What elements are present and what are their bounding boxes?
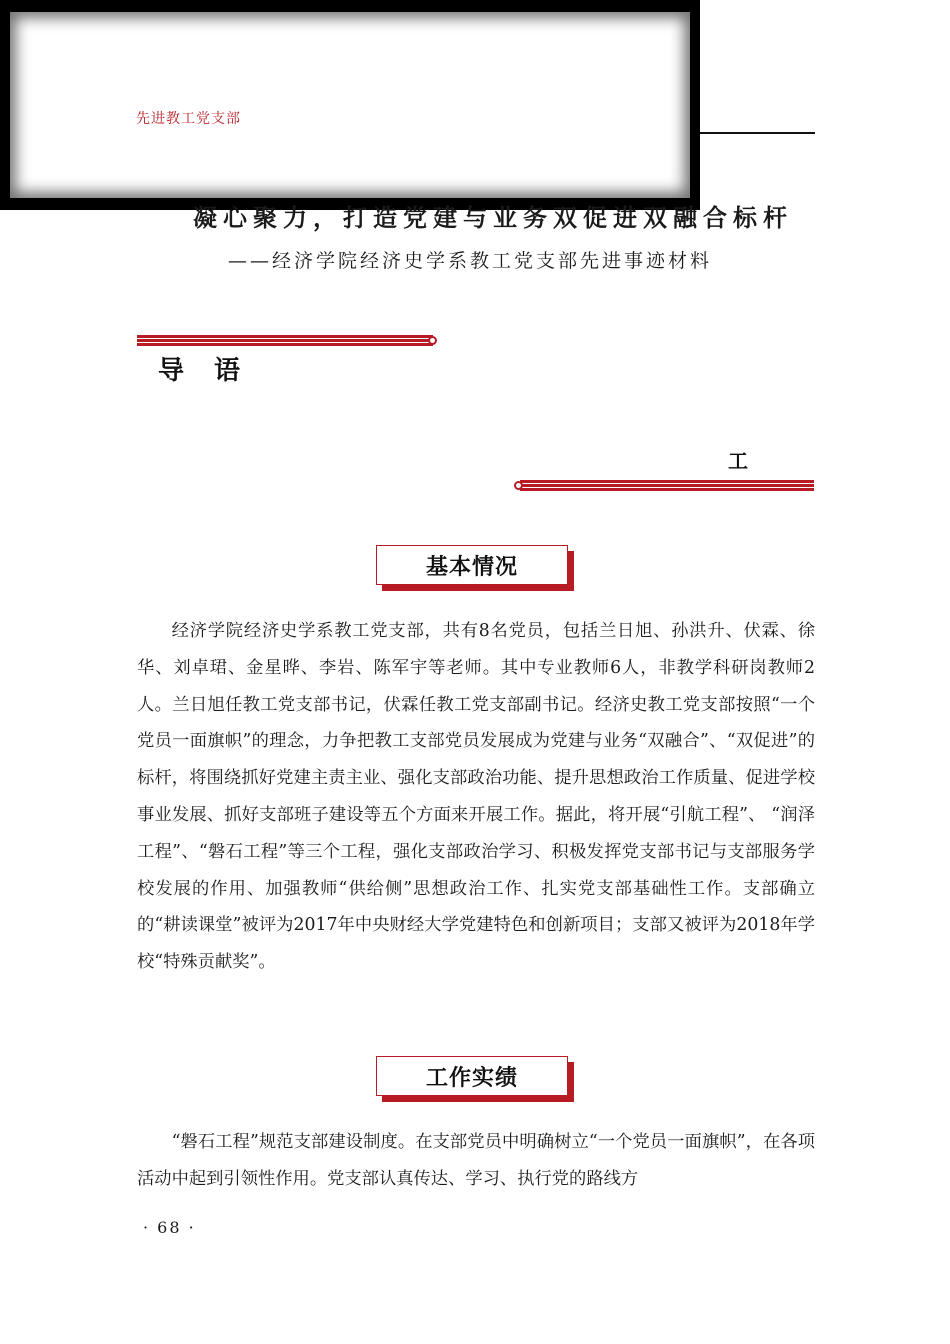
section-heading-basic-info [376,545,568,585]
header-frame [10,12,690,198]
intro-text-fragment: 工 [728,449,748,473]
intro-bottom-bar-dot [514,481,523,490]
header-rule [700,132,815,134]
article-title: 凝心聚力，打造党建与业务双促进双融合标杆 [193,204,793,232]
running-header-label: 先进教工党支部 [136,111,241,127]
article-subtitle: ——经济学院经济史学系教工党支部先进事迹材料 [228,250,713,272]
intro-top-bar [137,335,433,346]
intro-bottom-bar [520,480,814,491]
section-heading-achievements [376,1056,568,1096]
section-paragraph-basic-info: 经济学院经济史学系教工党支部，共有8名党员，包括兰日旭、孙洪升、伏霖、徐华、刘卓珺、金星晔、李岩、陈军宇等老师。其中专业教师6人，非教学科研岗教师2人。兰日旭任教工党支部书记，伏霖任教工党支部副书记。经济史教工党支部按照“一个党员一面旗帜”的理念，力争把教工支部党员发展成为党建与业务“双融合”、“双促进”的标杆，将围绕抓好党建主责主业、强化支部政治功能、提升思想政治工作质量、促进学校事业发展、抓好支部班子建设等五个方面来开展工作。据此，将开展“引航工程”、 “润泽工程”、“磐石工程”等三个工程，强化支部政治学习、积极发挥党支部书记与支部服务学校发展的作用、加强教师“供给侧”思想政治工作、扎实党支部基础性工作。支部确立的“耕读课堂”被评为2017年中央财经大学党建特色和创新项目；支部又被评为2018年学校“特殊贡献奖”。 [137,621,815,973]
intro-heading: 导语 [158,356,271,386]
header-overlay [0,0,700,210]
intro-top-bar-dot [428,336,437,345]
section-paragraph-achievements: “磐石工程”规范支部建设制度。在支部党员中明确树立“一个党员一面旗帜”，在各项活动中起到引领性作用。党支部认真传达、学习、执行党的路线方 [137,1132,815,1189]
section-heading-label: 基本情况 [376,545,568,585]
section-heading-label: 工作实绩 [376,1056,568,1096]
page-number: · 68 · [143,1218,196,1237]
